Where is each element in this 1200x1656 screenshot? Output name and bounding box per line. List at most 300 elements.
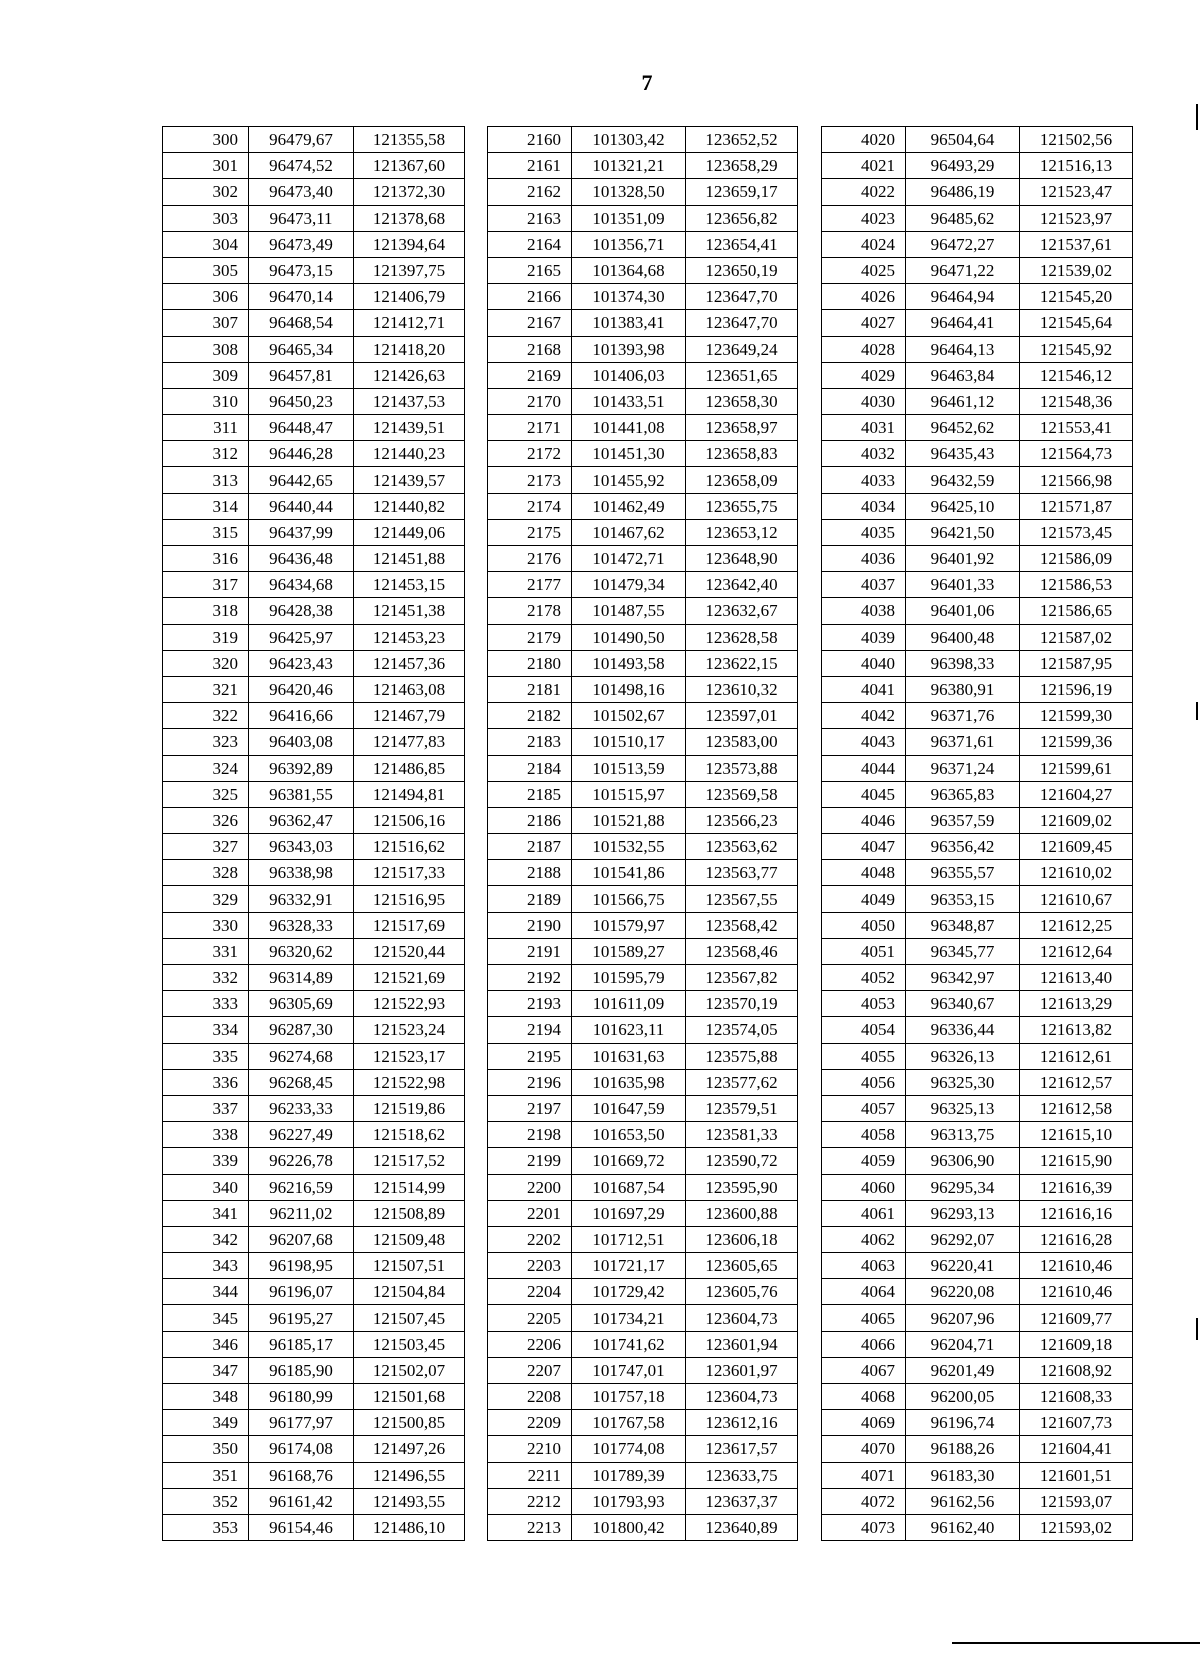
y-coordinate-cell: 123581,33 xyxy=(686,1122,798,1148)
point-number-cell: 4028 xyxy=(822,336,906,362)
x-coordinate-cell: 96423,43 xyxy=(249,650,354,676)
x-coordinate-cell: 96211,02 xyxy=(249,1200,354,1226)
point-number-cell: 332 xyxy=(163,965,249,991)
x-coordinate-cell: 96325,30 xyxy=(906,1069,1020,1095)
x-coordinate-cell: 96362,47 xyxy=(249,807,354,833)
point-number-cell: 317 xyxy=(163,572,249,598)
x-coordinate-cell: 101364,68 xyxy=(572,257,686,283)
y-coordinate-cell: 123617,57 xyxy=(686,1436,798,1462)
point-number-cell: 2176 xyxy=(488,546,572,572)
x-coordinate-cell: 96188,26 xyxy=(906,1436,1020,1462)
table-row xyxy=(488,1514,798,1540)
point-number-cell: 318 xyxy=(163,598,249,624)
x-coordinate-cell: 96233,33 xyxy=(249,1095,354,1121)
table-row xyxy=(822,231,1133,257)
point-number-cell: 351 xyxy=(163,1462,249,1488)
point-number-cell: 2179 xyxy=(488,624,572,650)
table-row xyxy=(488,1436,798,1462)
point-number-cell: 2160 xyxy=(488,127,572,153)
x-coordinate-cell: 101406,03 xyxy=(572,362,686,388)
point-number-cell: 316 xyxy=(163,546,249,572)
table-row xyxy=(163,938,465,964)
x-coordinate-cell: 96473,49 xyxy=(249,231,354,257)
y-coordinate-cell: 123604,73 xyxy=(686,1305,798,1331)
x-coordinate-cell: 101793,93 xyxy=(572,1488,686,1514)
point-number-cell: 343 xyxy=(163,1253,249,1279)
table-row xyxy=(163,310,465,336)
y-coordinate-cell: 121516,62 xyxy=(354,834,465,860)
point-number-cell: 322 xyxy=(163,703,249,729)
y-coordinate-cell: 121609,45 xyxy=(1020,834,1133,860)
table-row xyxy=(822,834,1133,860)
table-row xyxy=(163,1436,465,1462)
table-row xyxy=(822,493,1133,519)
point-number-cell: 4036 xyxy=(822,546,906,572)
x-coordinate-cell: 101767,58 xyxy=(572,1410,686,1436)
x-coordinate-cell: 96436,48 xyxy=(249,546,354,572)
table-row xyxy=(488,1384,798,1410)
table-row xyxy=(822,650,1133,676)
x-coordinate-cell: 101441,08 xyxy=(572,415,686,441)
y-coordinate-cell: 123612,16 xyxy=(686,1410,798,1436)
table-row xyxy=(488,676,798,702)
x-coordinate-cell: 101498,16 xyxy=(572,676,686,702)
x-coordinate-cell: 96435,43 xyxy=(906,441,1020,467)
x-coordinate-cell: 96425,97 xyxy=(249,624,354,650)
point-number-cell: 2185 xyxy=(488,781,572,807)
table-row xyxy=(163,1174,465,1200)
x-coordinate-cell: 101541,86 xyxy=(572,860,686,886)
point-number-cell: 330 xyxy=(163,912,249,938)
table-row xyxy=(163,886,465,912)
y-coordinate-cell: 121610,46 xyxy=(1020,1279,1133,1305)
y-coordinate-cell: 121616,16 xyxy=(1020,1200,1133,1226)
y-coordinate-cell: 121453,15 xyxy=(354,572,465,598)
table-row xyxy=(488,991,798,1017)
page-edge-mark xyxy=(1196,104,1198,130)
y-coordinate-cell: 121522,98 xyxy=(354,1069,465,1095)
table-row xyxy=(822,572,1133,598)
table-row xyxy=(488,153,798,179)
y-coordinate-cell: 123590,72 xyxy=(686,1148,798,1174)
table-row xyxy=(488,1410,798,1436)
y-coordinate-cell: 121412,71 xyxy=(354,310,465,336)
x-coordinate-cell: 101697,29 xyxy=(572,1200,686,1226)
point-number-cell: 2180 xyxy=(488,650,572,676)
point-number-cell: 350 xyxy=(163,1436,249,1462)
x-coordinate-cell: 96442,65 xyxy=(249,467,354,493)
x-coordinate-cell: 101321,21 xyxy=(572,153,686,179)
x-coordinate-cell: 96485,62 xyxy=(906,205,1020,231)
y-coordinate-cell: 121486,85 xyxy=(354,755,465,781)
x-coordinate-cell: 96479,67 xyxy=(249,127,354,153)
x-coordinate-cell: 96198,95 xyxy=(249,1253,354,1279)
x-coordinate-cell: 96162,40 xyxy=(906,1514,1020,1540)
y-coordinate-cell: 121500,85 xyxy=(354,1410,465,1436)
table-row xyxy=(163,284,465,310)
y-coordinate-cell: 121523,47 xyxy=(1020,179,1133,205)
y-coordinate-cell: 121451,88 xyxy=(354,546,465,572)
point-number-cell: 303 xyxy=(163,205,249,231)
point-number-cell: 2200 xyxy=(488,1174,572,1200)
point-number-cell: 2201 xyxy=(488,1200,572,1226)
table-row xyxy=(163,1122,465,1148)
table-row xyxy=(163,781,465,807)
x-coordinate-cell: 96401,33 xyxy=(906,572,1020,598)
x-coordinate-cell: 96371,76 xyxy=(906,703,1020,729)
y-coordinate-cell: 123658,29 xyxy=(686,153,798,179)
point-number-cell: 2181 xyxy=(488,676,572,702)
table-row xyxy=(822,1148,1133,1174)
table-row xyxy=(163,493,465,519)
point-number-cell: 4045 xyxy=(822,781,906,807)
y-coordinate-cell: 121501,68 xyxy=(354,1384,465,1410)
y-coordinate-cell: 123600,88 xyxy=(686,1200,798,1226)
table-row xyxy=(163,834,465,860)
point-number-cell: 4068 xyxy=(822,1384,906,1410)
table-row xyxy=(822,205,1133,231)
table-row xyxy=(822,153,1133,179)
point-number-cell: 4031 xyxy=(822,415,906,441)
point-number-cell: 2182 xyxy=(488,703,572,729)
y-coordinate-cell: 121553,41 xyxy=(1020,415,1133,441)
y-coordinate-cell: 121406,79 xyxy=(354,284,465,310)
x-coordinate-cell: 96420,46 xyxy=(249,676,354,702)
table-row xyxy=(822,1226,1133,1252)
table-row xyxy=(488,362,798,388)
x-coordinate-cell: 96401,06 xyxy=(906,598,1020,624)
x-coordinate-cell: 101653,50 xyxy=(572,1122,686,1148)
table-row xyxy=(163,1279,465,1305)
y-coordinate-cell: 121596,19 xyxy=(1020,676,1133,702)
y-coordinate-cell: 121545,20 xyxy=(1020,284,1133,310)
table-row xyxy=(163,598,465,624)
x-coordinate-cell: 101374,30 xyxy=(572,284,686,310)
point-number-cell: 313 xyxy=(163,467,249,493)
y-coordinate-cell: 121467,79 xyxy=(354,703,465,729)
point-number-cell: 4070 xyxy=(822,1436,906,1462)
table-row xyxy=(163,1069,465,1095)
x-coordinate-cell: 101451,30 xyxy=(572,441,686,467)
table-row xyxy=(488,388,798,414)
point-number-cell: 333 xyxy=(163,991,249,1017)
point-number-cell: 4023 xyxy=(822,205,906,231)
x-coordinate-cell: 101741,62 xyxy=(572,1331,686,1357)
y-coordinate-cell: 121587,95 xyxy=(1020,650,1133,676)
y-coordinate-cell: 123632,67 xyxy=(686,598,798,624)
y-coordinate-cell: 121604,27 xyxy=(1020,781,1133,807)
y-coordinate-cell: 121610,02 xyxy=(1020,860,1133,886)
x-coordinate-cell: 96320,62 xyxy=(249,938,354,964)
y-coordinate-cell: 123567,82 xyxy=(686,965,798,991)
point-number-cell: 346 xyxy=(163,1331,249,1357)
bottom-rule xyxy=(952,1642,1200,1644)
table-row xyxy=(822,1200,1133,1226)
x-coordinate-cell: 96177,97 xyxy=(249,1410,354,1436)
table-row xyxy=(822,860,1133,886)
y-coordinate-cell: 123649,24 xyxy=(686,336,798,362)
y-coordinate-cell: 123637,37 xyxy=(686,1488,798,1514)
x-coordinate-cell: 96401,92 xyxy=(906,546,1020,572)
y-coordinate-cell: 123566,23 xyxy=(686,807,798,833)
y-coordinate-cell: 121599,36 xyxy=(1020,729,1133,755)
table-row xyxy=(488,467,798,493)
x-coordinate-cell: 96398,33 xyxy=(906,650,1020,676)
point-number-cell: 4034 xyxy=(822,493,906,519)
x-coordinate-cell: 96416,66 xyxy=(249,703,354,729)
table-row xyxy=(488,1279,798,1305)
table-row xyxy=(488,703,798,729)
point-number-cell: 314 xyxy=(163,493,249,519)
point-number-cell: 2169 xyxy=(488,362,572,388)
point-number-cell: 4027 xyxy=(822,310,906,336)
x-coordinate-cell: 101515,97 xyxy=(572,781,686,807)
x-coordinate-cell: 101589,27 xyxy=(572,938,686,964)
point-number-cell: 2192 xyxy=(488,965,572,991)
x-coordinate-cell: 101328,50 xyxy=(572,179,686,205)
point-number-cell: 353 xyxy=(163,1514,249,1540)
y-coordinate-cell: 121587,02 xyxy=(1020,624,1133,650)
table-row xyxy=(822,388,1133,414)
x-coordinate-cell: 96348,87 xyxy=(906,912,1020,938)
point-number-cell: 2172 xyxy=(488,441,572,467)
x-coordinate-cell: 101566,75 xyxy=(572,886,686,912)
x-coordinate-cell: 101356,71 xyxy=(572,231,686,257)
point-number-cell: 2203 xyxy=(488,1253,572,1279)
table-row xyxy=(163,257,465,283)
table-row xyxy=(488,1200,798,1226)
x-coordinate-cell: 96328,33 xyxy=(249,912,354,938)
page-edge-mark xyxy=(1196,702,1198,720)
y-coordinate-cell: 121439,51 xyxy=(354,415,465,441)
y-coordinate-cell: 121494,81 xyxy=(354,781,465,807)
y-coordinate-cell: 121522,93 xyxy=(354,991,465,1017)
point-number-cell: 2184 xyxy=(488,755,572,781)
y-coordinate-cell: 121394,64 xyxy=(354,231,465,257)
x-coordinate-cell: 101647,59 xyxy=(572,1095,686,1121)
y-coordinate-cell: 121457,36 xyxy=(354,650,465,676)
x-coordinate-cell: 96464,94 xyxy=(906,284,1020,310)
point-number-cell: 4051 xyxy=(822,938,906,964)
point-number-cell: 335 xyxy=(163,1043,249,1069)
x-coordinate-cell: 96461,12 xyxy=(906,388,1020,414)
y-coordinate-cell: 123563,77 xyxy=(686,860,798,886)
table-row xyxy=(488,1462,798,1488)
point-number-cell: 4042 xyxy=(822,703,906,729)
x-coordinate-cell: 101467,62 xyxy=(572,519,686,545)
point-number-cell: 2204 xyxy=(488,1279,572,1305)
table-row xyxy=(163,1384,465,1410)
x-coordinate-cell: 96356,42 xyxy=(906,834,1020,860)
table-row xyxy=(822,362,1133,388)
y-coordinate-cell: 121593,02 xyxy=(1020,1514,1133,1540)
x-coordinate-cell: 101595,79 xyxy=(572,965,686,991)
point-number-cell: 305 xyxy=(163,257,249,283)
point-number-cell: 4037 xyxy=(822,572,906,598)
y-coordinate-cell: 121604,41 xyxy=(1020,1436,1133,1462)
point-number-cell: 334 xyxy=(163,1017,249,1043)
table-row xyxy=(163,1200,465,1226)
y-coordinate-cell: 121521,69 xyxy=(354,965,465,991)
point-number-cell: 2167 xyxy=(488,310,572,336)
x-coordinate-cell: 96471,22 xyxy=(906,257,1020,283)
table-row xyxy=(163,1017,465,1043)
x-coordinate-cell: 96306,90 xyxy=(906,1148,1020,1174)
y-coordinate-cell: 123573,88 xyxy=(686,755,798,781)
point-number-cell: 340 xyxy=(163,1174,249,1200)
point-number-cell: 341 xyxy=(163,1200,249,1226)
table-row xyxy=(822,781,1133,807)
x-coordinate-cell: 96336,44 xyxy=(906,1017,1020,1043)
x-coordinate-cell: 96457,81 xyxy=(249,362,354,388)
table-row xyxy=(822,991,1133,1017)
y-coordinate-cell: 121453,23 xyxy=(354,624,465,650)
point-number-cell: 320 xyxy=(163,650,249,676)
x-coordinate-cell: 96440,44 xyxy=(249,493,354,519)
table-row xyxy=(822,127,1133,153)
table-row xyxy=(822,624,1133,650)
y-coordinate-cell: 121437,53 xyxy=(354,388,465,414)
y-coordinate-cell: 123655,75 xyxy=(686,493,798,519)
point-number-cell: 339 xyxy=(163,1148,249,1174)
y-coordinate-cell: 121548,36 xyxy=(1020,388,1133,414)
y-coordinate-cell: 121509,48 xyxy=(354,1226,465,1252)
table-row xyxy=(163,441,465,467)
point-number-cell: 315 xyxy=(163,519,249,545)
x-coordinate-cell: 96274,68 xyxy=(249,1043,354,1069)
point-number-cell: 4020 xyxy=(822,127,906,153)
table-row xyxy=(822,729,1133,755)
y-coordinate-cell: 121609,18 xyxy=(1020,1331,1133,1357)
x-coordinate-cell: 96220,41 xyxy=(906,1253,1020,1279)
y-coordinate-cell: 121517,33 xyxy=(354,860,465,886)
x-coordinate-cell: 96345,77 xyxy=(906,938,1020,964)
coordinates-table-2 xyxy=(487,126,798,1541)
table-row xyxy=(822,546,1133,572)
point-number-cell: 4043 xyxy=(822,729,906,755)
y-coordinate-cell: 121615,10 xyxy=(1020,1122,1133,1148)
y-coordinate-cell: 121599,30 xyxy=(1020,703,1133,729)
point-number-cell: 309 xyxy=(163,362,249,388)
y-coordinate-cell: 123574,05 xyxy=(686,1017,798,1043)
x-coordinate-cell: 101455,92 xyxy=(572,467,686,493)
point-number-cell: 4026 xyxy=(822,284,906,310)
x-coordinate-cell: 101721,17 xyxy=(572,1253,686,1279)
y-coordinate-cell: 121613,29 xyxy=(1020,991,1133,1017)
table-row xyxy=(488,519,798,545)
point-number-cell: 336 xyxy=(163,1069,249,1095)
y-coordinate-cell: 121519,86 xyxy=(354,1095,465,1121)
table-row xyxy=(822,807,1133,833)
point-number-cell: 2165 xyxy=(488,257,572,283)
table-row xyxy=(163,415,465,441)
table-row xyxy=(822,1436,1133,1462)
point-number-cell: 4056 xyxy=(822,1069,906,1095)
table-row xyxy=(163,1331,465,1357)
x-coordinate-cell: 96226,78 xyxy=(249,1148,354,1174)
y-coordinate-cell: 121593,07 xyxy=(1020,1488,1133,1514)
point-number-cell: 2206 xyxy=(488,1331,572,1357)
point-number-cell: 2187 xyxy=(488,834,572,860)
table-row xyxy=(488,179,798,205)
y-coordinate-cell: 121612,61 xyxy=(1020,1043,1133,1069)
y-coordinate-cell: 123640,89 xyxy=(686,1514,798,1540)
y-coordinate-cell: 121616,39 xyxy=(1020,1174,1133,1200)
x-coordinate-cell: 96325,13 xyxy=(906,1095,1020,1121)
y-coordinate-cell: 121520,44 xyxy=(354,938,465,964)
point-number-cell: 2209 xyxy=(488,1410,572,1436)
table-row xyxy=(163,676,465,702)
x-coordinate-cell: 101472,71 xyxy=(572,546,686,572)
y-coordinate-cell: 123569,58 xyxy=(686,781,798,807)
y-coordinate-cell: 121615,90 xyxy=(1020,1148,1133,1174)
x-coordinate-cell: 96400,48 xyxy=(906,624,1020,650)
y-coordinate-cell: 123647,70 xyxy=(686,284,798,310)
y-coordinate-cell: 121609,02 xyxy=(1020,807,1133,833)
x-coordinate-cell: 96486,19 xyxy=(906,179,1020,205)
table-row xyxy=(488,834,798,860)
point-number-cell: 319 xyxy=(163,624,249,650)
x-coordinate-cell: 96463,84 xyxy=(906,362,1020,388)
point-number-cell: 4057 xyxy=(822,1095,906,1121)
x-coordinate-cell: 96432,59 xyxy=(906,467,1020,493)
table-row xyxy=(488,257,798,283)
x-coordinate-cell: 101462,49 xyxy=(572,493,686,519)
x-coordinate-cell: 96380,91 xyxy=(906,676,1020,702)
table-row xyxy=(163,127,465,153)
table-row xyxy=(488,755,798,781)
table-row xyxy=(822,179,1133,205)
x-coordinate-cell: 96207,68 xyxy=(249,1226,354,1252)
y-coordinate-cell: 123658,83 xyxy=(686,441,798,467)
y-coordinate-cell: 121517,52 xyxy=(354,1148,465,1174)
point-number-cell: 2193 xyxy=(488,991,572,1017)
y-coordinate-cell: 123659,17 xyxy=(686,179,798,205)
y-coordinate-cell: 123577,62 xyxy=(686,1069,798,1095)
y-coordinate-cell: 121496,55 xyxy=(354,1462,465,1488)
x-coordinate-cell: 96425,10 xyxy=(906,493,1020,519)
x-coordinate-cell: 96403,08 xyxy=(249,729,354,755)
y-coordinate-cell: 123563,62 xyxy=(686,834,798,860)
y-coordinate-cell: 121507,51 xyxy=(354,1253,465,1279)
table-row xyxy=(163,991,465,1017)
x-coordinate-cell: 96154,46 xyxy=(249,1514,354,1540)
y-coordinate-cell: 123653,12 xyxy=(686,519,798,545)
point-number-cell: 4072 xyxy=(822,1488,906,1514)
y-coordinate-cell: 121508,89 xyxy=(354,1200,465,1226)
point-number-cell: 331 xyxy=(163,938,249,964)
point-number-cell: 2168 xyxy=(488,336,572,362)
point-number-cell: 301 xyxy=(163,153,249,179)
table-row xyxy=(163,362,465,388)
x-coordinate-cell: 101433,51 xyxy=(572,388,686,414)
point-number-cell: 2213 xyxy=(488,1514,572,1540)
y-coordinate-cell: 123568,42 xyxy=(686,912,798,938)
y-coordinate-cell: 123606,18 xyxy=(686,1226,798,1252)
y-coordinate-cell: 121426,63 xyxy=(354,362,465,388)
x-coordinate-cell: 96162,56 xyxy=(906,1488,1020,1514)
table-row xyxy=(488,1122,798,1148)
y-coordinate-cell: 121586,53 xyxy=(1020,572,1133,598)
table-row xyxy=(822,310,1133,336)
table-row xyxy=(163,336,465,362)
x-coordinate-cell: 96448,47 xyxy=(249,415,354,441)
x-coordinate-cell: 96185,90 xyxy=(249,1357,354,1383)
x-coordinate-cell: 101303,42 xyxy=(572,127,686,153)
table-row xyxy=(163,1488,465,1514)
point-number-cell: 4041 xyxy=(822,676,906,702)
table-row xyxy=(822,598,1133,624)
